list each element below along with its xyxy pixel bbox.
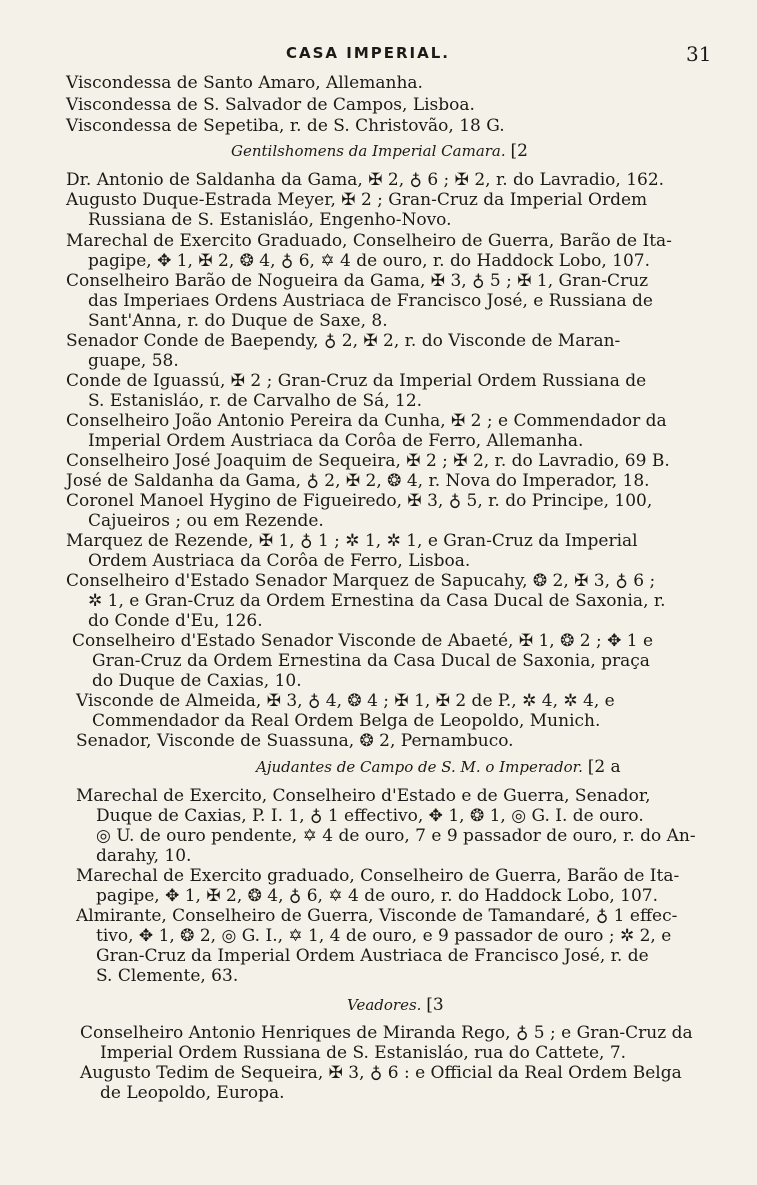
- text-line: Commendador da Real Ordem Belga de Leopoldo, Munich.: [92, 711, 601, 731]
- text-line: das Imperiaes Ordens Austriaca de Francisco José, e Russiana de: [88, 291, 653, 311]
- text-line: Conselheiro d'Estado Senador Visconde de Abaeté, ✠ 1, ❂ 2 ; ✥ 1 e: [72, 631, 654, 651]
- text-line: Conde de Iguassú, ✠ 2 ; Gran-Cruz da Imperial Ordem Russiana de: [66, 371, 647, 391]
- text-line: Russiana de S. Estanisláo, Engenho-Novo.: [88, 210, 452, 230]
- text-line: Conselheiro José Joaquim de Sequeira, ✠ 2 ; ✠ 2, r. do Lavradio, 69 B.: [66, 451, 670, 471]
- text-line: de Leopoldo, Europa.: [100, 1083, 285, 1103]
- heading-count: [3: [426, 995, 444, 1015]
- text-line: Senador Conde de Baependy, ♁ 2, ✠ 2, r. do Visconde de Maran-: [66, 331, 621, 351]
- text-line: Viscondessa de Sepetiba, r. de S. Christovão, 18 G.: [66, 116, 505, 136]
- heading-title: Veadores.: [347, 996, 422, 1014]
- text-line: Conselheiro Barão de Nogueira da Gama, ✠ 3, ♁ 5 ; ✠ 1, Gran-Cruz: [66, 271, 649, 291]
- text-line: do Conde d'Eu, 126.: [88, 611, 263, 631]
- text-line: pagipe, ✥ 1, ✠ 2, ❂ 4, ♁ 6, ✡ 4 de ouro, r. do Haddock Lobo, 107.: [88, 251, 650, 271]
- text-line: do Duque de Caxias, 10.: [92, 671, 302, 691]
- text-line: Marechal de Exercito, Conselheiro d'Estado e de Guerra, Senador,: [76, 786, 651, 806]
- section-heading-gentilshomens: [231, 141, 528, 161]
- text-line: Cajueiros ; ou em Rezende.: [88, 511, 324, 531]
- text-line: tivo, ✥ 1, ❂ 2, ◎ G. I., ✡ 1, 4 de ouro, e 9 passador de ouro ; ✲ 2, e: [96, 926, 672, 946]
- text-line: Gran-Cruz da Imperial Ordem Austriaca de Francisco José, r. de: [96, 946, 649, 966]
- text-line: darahy, 10.: [96, 846, 192, 866]
- page-header: [0, 40, 757, 70]
- text-line: Marquez de Rezende, ✠ 1, ♁ 1 ; ✲ 1, ✲ 1, e Gran-Cruz da Imperial: [66, 531, 638, 551]
- heading-title: Gentilshomens da Imperial Camara.: [231, 142, 506, 160]
- text-line: Viscondessa de Santo Amaro, Allemanha.: [66, 73, 423, 93]
- heading-count: [2 a: [587, 757, 621, 777]
- text-line: Marechal de Exercito graduado, Conselheiro de Guerra, Barão de Ita-: [76, 866, 680, 886]
- text-line: S. Estanisláo, r. de Carvalho de Sá, 12.: [88, 391, 423, 411]
- text-line: Conselheiro João Antonio Pereira da Cunha, ✠ 2 ; e Commendador da: [66, 411, 667, 431]
- heading-count: [2: [510, 141, 528, 161]
- section-heading-ajudantes: [256, 757, 621, 777]
- text-line: S. Clemente, 63.: [96, 966, 239, 986]
- text-line: Gran-Cruz da Ordem Ernestina da Casa Ducal de Saxonia, praça: [92, 651, 650, 671]
- text-line: Conselheiro d'Estado Senador Marquez de Sapucahy, ❂ 2, ✠ 3, ♁ 6 ;: [66, 571, 656, 591]
- text-line: Dr. Antonio de Saldanha da Gama, ✠ 2, ♁ 6 ; ✠ 2, r. do Lavradio, 162.: [66, 170, 665, 190]
- running-title: CASA IMPERIAL.: [286, 44, 450, 62]
- text-line: Visconde de Almeida, ✠ 3, ♁ 4, ❂ 4 ; ✠ 1, ✠ 2 de P., ✲ 4, ✲ 4, e: [76, 691, 615, 711]
- text-line: guape, 58.: [88, 351, 179, 371]
- heading-title: Ajudantes de Campo de S. M. o Imperador.: [256, 758, 583, 776]
- text-line: Coronel Manoel Hygino de Figueiredo, ✠ 3, ♁ 5, r. do Principe, 100,: [66, 491, 653, 511]
- text-line: ✲ 1, e Gran-Cruz da Ordem Ernestina da Casa Ducal de Saxonia, r.: [88, 591, 666, 611]
- text-line: Almirante, Conselheiro de Guerra, Visconde de Tamandaré, ♁ 1 effec-: [76, 906, 678, 926]
- text-line: Marechal de Exercito Graduado, Conselheiro de Guerra, Barão de Ita-: [66, 231, 672, 251]
- text-line: Senador, Visconde de Suassuna, ❂ 2, Pernambuco.: [76, 731, 514, 751]
- text-line: Augusto Tedim de Sequeira, ✠ 3, ♁ 6 : e Official da Real Ordem Belga: [80, 1063, 682, 1083]
- text-line: Imperial Ordem Russiana de S. Estanisláo, rua do Cattete, 7.: [100, 1043, 627, 1063]
- text-line: Imperial Ordem Austriaca da Corôa de Ferro, Allemanha.: [88, 431, 584, 451]
- section-heading-veadores: [347, 995, 444, 1015]
- text-line: Sant'Anna, r. do Duque de Saxe, 8.: [88, 311, 388, 331]
- text-line: Viscondessa de S. Salvador de Campos, Lisboa.: [66, 95, 475, 115]
- text-line: Conselheiro Antonio Henriques de Miranda Rego, ♁ 5 ; e Gran-Cruz da: [80, 1023, 693, 1043]
- text-line: ◎ U. de ouro pendente, ✡ 4 de ouro, 7 e 9 passador de ouro, r. do An-: [96, 826, 696, 846]
- text-line: José de Saldanha da Gama, ♁ 2, ✠ 2, ❂ 4, r. Nova do Imperador, 18.: [66, 471, 650, 491]
- text-line: Ordem Austriaca da Corôa de Ferro, Lisboa.: [88, 551, 471, 571]
- page-number: 31: [686, 42, 712, 66]
- text-line: Augusto Duque-Estrada Meyer, ✠ 2 ; Gran-Cruz da Imperial Ordem: [66, 190, 648, 210]
- text-line: Duque de Caxias, P. I. 1, ♁ 1 effectivo, ✥ 1, ❂ 1, ◎ G. I. de ouro.: [96, 806, 644, 826]
- text-line: pagipe, ✥ 1, ✠ 2, ❂ 4, ♁ 6, ✡ 4 de ouro, r. do Haddock Lobo, 107.: [96, 886, 658, 906]
